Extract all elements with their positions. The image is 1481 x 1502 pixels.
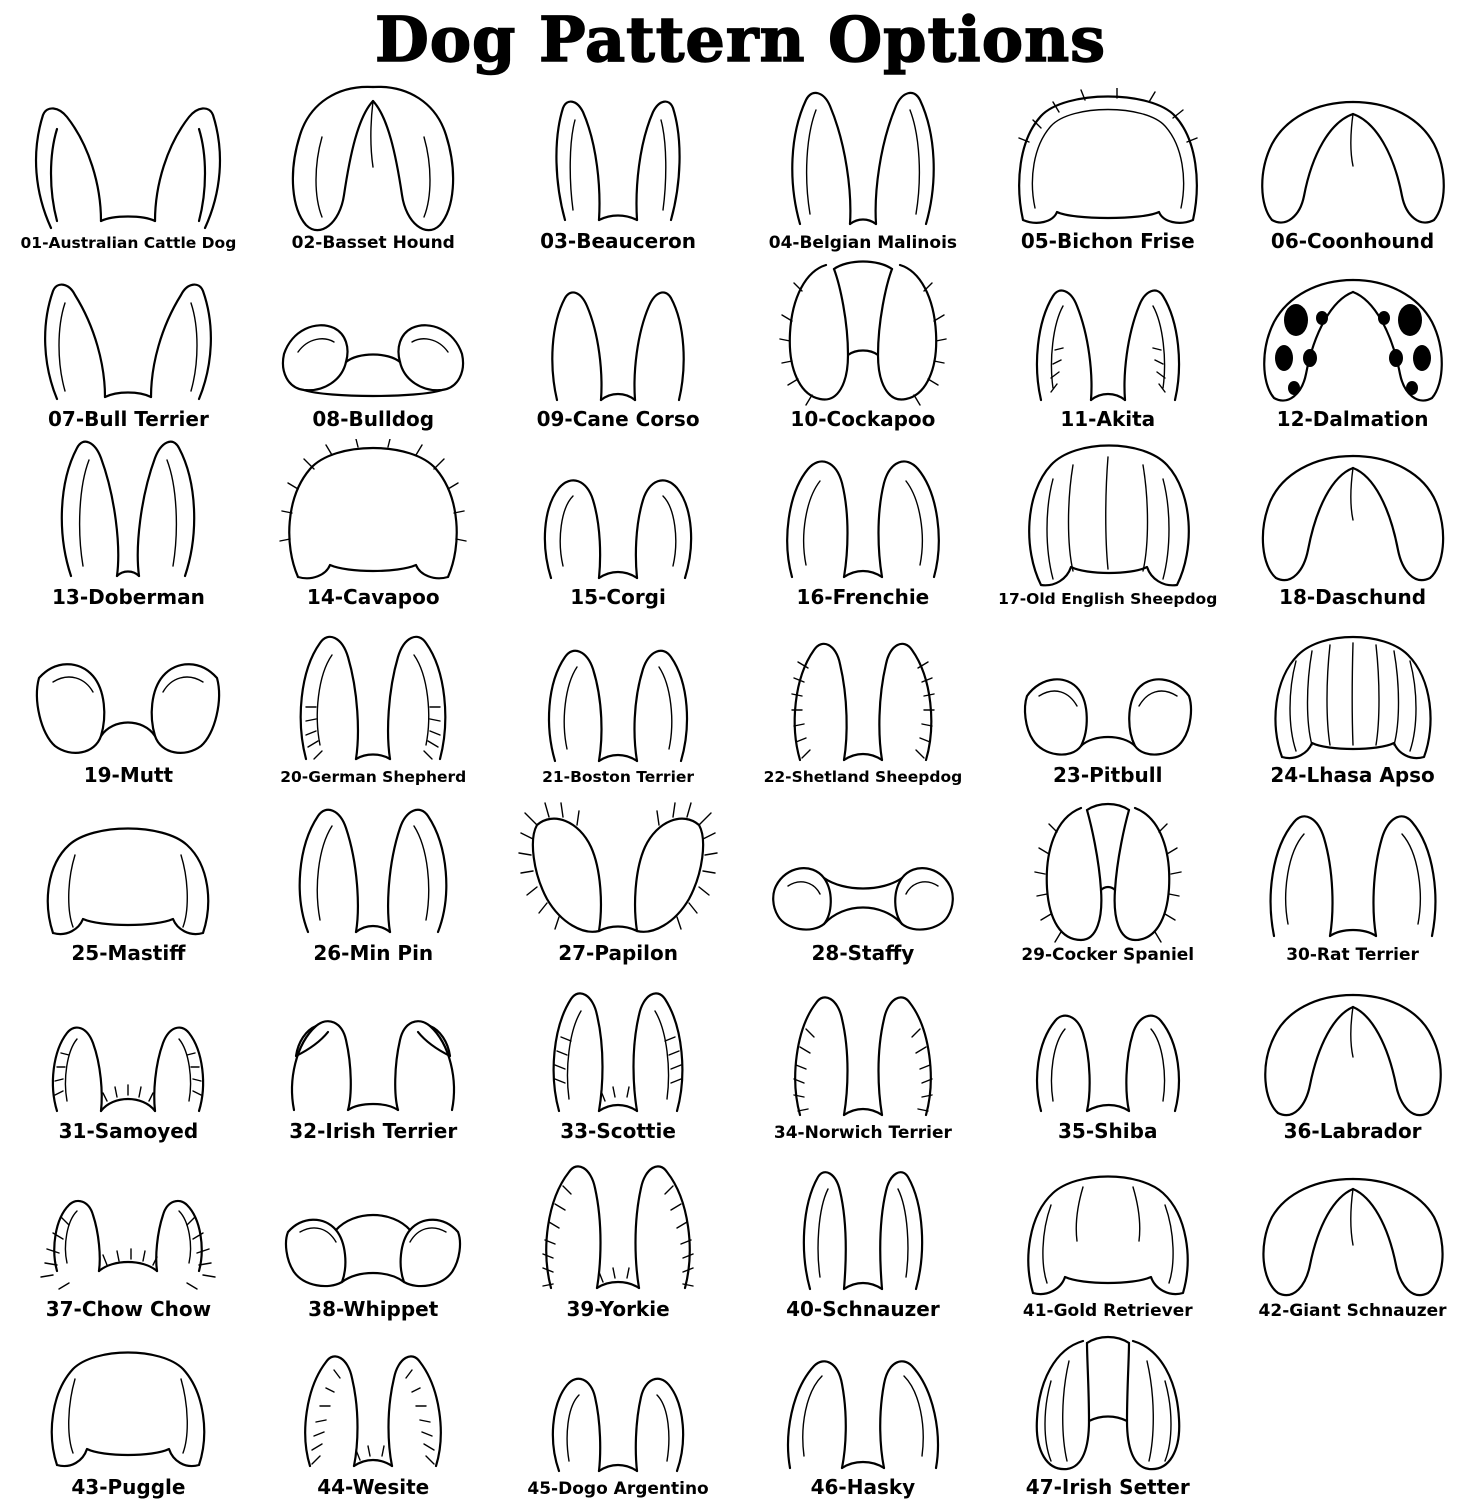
ear-illustration-boston-terrier bbox=[496, 612, 741, 769]
ear-illustration-corgi bbox=[496, 434, 741, 586]
ear-illustration-doberman bbox=[6, 434, 251, 586]
pattern-cell-38[interactable] bbox=[251, 1146, 496, 1324]
ear-illustration-cane-corso bbox=[496, 256, 741, 408]
pattern-cell-06[interactable] bbox=[1230, 78, 1475, 256]
ear-illustration-whippet bbox=[251, 1146, 496, 1298]
pattern-cell-09[interactable] bbox=[496, 256, 741, 434]
pattern-cell-15[interactable] bbox=[496, 434, 741, 612]
pattern-cell-36[interactable] bbox=[1230, 968, 1475, 1146]
ear-illustration-coonhound bbox=[1230, 78, 1475, 230]
pattern-label: 40-Schnauzer bbox=[786, 1298, 940, 1324]
pattern-cell-37[interactable] bbox=[6, 1146, 251, 1324]
pattern-cell-16[interactable] bbox=[740, 434, 985, 612]
pattern-cell-20[interactable] bbox=[251, 612, 496, 790]
pattern-label: 38-Whippet bbox=[308, 1298, 438, 1324]
ear-illustration-mastiff bbox=[6, 790, 251, 942]
ear-illustration-frenchie bbox=[740, 434, 985, 586]
pattern-cell-31[interactable] bbox=[6, 968, 251, 1146]
ear-illustration-yorkie bbox=[496, 1146, 741, 1298]
pattern-cell-12[interactable] bbox=[1230, 256, 1475, 434]
pattern-cell-46[interactable] bbox=[740, 1324, 985, 1502]
ear-illustration-schnauzer bbox=[740, 1146, 985, 1298]
pattern-label: 30-Rat Terrier bbox=[1286, 946, 1419, 969]
pattern-label: 45-Dogo Argentino bbox=[527, 1480, 708, 1502]
ear-illustration-irish-setter bbox=[985, 1324, 1230, 1476]
pattern-cell-01[interactable] bbox=[6, 78, 251, 256]
pattern-cell-39[interactable] bbox=[496, 1146, 741, 1324]
pattern-cell-26[interactable] bbox=[251, 790, 496, 968]
pattern-cell-11[interactable] bbox=[985, 256, 1230, 434]
pattern-grid bbox=[0, 74, 1481, 1502]
pattern-cell-10[interactable] bbox=[740, 256, 985, 434]
pattern-label: 01-Australian Cattle Dog bbox=[21, 235, 237, 256]
pattern-label: 11-Akita bbox=[1060, 408, 1155, 434]
pattern-cell-28[interactable] bbox=[740, 790, 985, 968]
pattern-label: 26-Min Pin bbox=[313, 942, 433, 968]
ear-illustration-old-english-sheepdog bbox=[985, 434, 1230, 591]
pattern-cell-19[interactable] bbox=[6, 612, 251, 790]
pattern-label: 22-Shetland Sheepdog bbox=[764, 769, 963, 790]
ear-illustration-dalmation bbox=[1230, 256, 1475, 408]
pattern-label: 31-Samoyed bbox=[59, 1120, 199, 1146]
ear-illustration-pitbull bbox=[985, 612, 1230, 764]
pattern-label: 02-Basset Hound bbox=[292, 234, 455, 257]
pattern-cell-43[interactable] bbox=[6, 1324, 251, 1502]
pattern-cell-35[interactable] bbox=[985, 968, 1230, 1146]
ear-illustration-norwich-terrier bbox=[740, 968, 985, 1123]
ear-illustration-cocker-spaniel bbox=[985, 790, 1230, 945]
pattern-cell-02[interactable] bbox=[251, 78, 496, 256]
ear-illustration-shetland-sheepdog bbox=[740, 612, 985, 769]
pattern-cell-23[interactable] bbox=[985, 612, 1230, 790]
ear-illustration-dogo-argentino bbox=[496, 1324, 741, 1479]
pattern-cell-44[interactable] bbox=[251, 1324, 496, 1502]
pattern-cell-45[interactable] bbox=[496, 1324, 741, 1502]
pattern-cell-04[interactable] bbox=[740, 78, 985, 256]
pattern-label: 42-Giant Schnauzer bbox=[1259, 1302, 1447, 1325]
pattern-label: 10-Cockapoo bbox=[790, 408, 935, 434]
ear-illustration-australian-cattle-dog bbox=[6, 78, 251, 235]
pattern-label: 47-Irish Setter bbox=[1026, 1476, 1190, 1502]
pattern-label: 44-Wesite bbox=[317, 1476, 429, 1502]
pattern-label: 39-Yorkie bbox=[566, 1298, 669, 1324]
pattern-label: 16-Frenchie bbox=[797, 586, 930, 612]
pattern-cell-41[interactable] bbox=[985, 1146, 1230, 1324]
pattern-label: 36-Labrador bbox=[1284, 1120, 1422, 1146]
ear-illustration-min-pin bbox=[251, 790, 496, 942]
ear-illustration-basset-hound bbox=[251, 77, 496, 234]
ear-illustration-papilon bbox=[496, 790, 741, 942]
pattern-label: 27-Papilon bbox=[558, 942, 678, 968]
ear-illustration-akita bbox=[985, 256, 1230, 408]
pattern-cell-42[interactable] bbox=[1230, 1146, 1475, 1324]
pattern-cell-17[interactable] bbox=[985, 434, 1230, 612]
pattern-cell-40[interactable] bbox=[740, 1146, 985, 1324]
pattern-label: 35-Shiba bbox=[1058, 1120, 1157, 1146]
pattern-label: 13-Doberman bbox=[52, 586, 205, 612]
pattern-cell-32[interactable] bbox=[251, 968, 496, 1146]
pattern-cell-07[interactable] bbox=[6, 256, 251, 434]
pattern-label: 18-Daschund bbox=[1279, 586, 1426, 612]
ear-illustration-puggle bbox=[6, 1324, 251, 1476]
pattern-label: 29-Cocker Spaniel bbox=[1021, 946, 1194, 969]
pattern-cell-14[interactable] bbox=[251, 434, 496, 612]
pattern-label: 37-Chow Chow bbox=[46, 1298, 211, 1324]
pattern-label: 32-Irish Terrier bbox=[289, 1120, 457, 1146]
ear-illustration-wesite bbox=[251, 1324, 496, 1476]
ear-illustration-scottie bbox=[496, 968, 741, 1120]
ear-illustration-shiba bbox=[985, 968, 1230, 1120]
pattern-cell-05[interactable] bbox=[985, 78, 1230, 256]
pattern-label: 25-Mastiff bbox=[71, 942, 185, 968]
pattern-label: 06-Coonhound bbox=[1271, 230, 1434, 256]
pattern-cell-13[interactable] bbox=[6, 434, 251, 612]
ear-illustration-rat-terrier bbox=[1230, 790, 1475, 945]
pattern-label: 14-Cavapoo bbox=[307, 586, 440, 612]
ear-illustration-belgian-malinois bbox=[740, 78, 985, 233]
pattern-label: 33-Scottie bbox=[560, 1120, 676, 1146]
ear-illustration-bull-terrier bbox=[6, 256, 251, 408]
ear-illustration-lhasa-apso bbox=[1230, 612, 1475, 764]
pattern-label: 46-Hasky bbox=[811, 1476, 916, 1502]
pattern-cell-30[interactable] bbox=[1230, 790, 1475, 968]
ear-illustration-irish-terrier bbox=[251, 968, 496, 1120]
ear-illustration-beauceron bbox=[496, 78, 741, 230]
pattern-label: 28-Staffy bbox=[811, 942, 914, 968]
ear-illustration-hasky bbox=[740, 1324, 985, 1476]
pattern-cell-03[interactable] bbox=[496, 78, 741, 256]
ear-illustration-staffy bbox=[740, 790, 985, 942]
pattern-cell-29[interactable] bbox=[985, 790, 1230, 968]
pattern-label: 15-Corgi bbox=[570, 586, 666, 612]
ear-illustration-gold-retriever bbox=[985, 1146, 1230, 1301]
pattern-cell-27[interactable] bbox=[496, 790, 741, 968]
pattern-label: 04-Belgian Malinois bbox=[769, 234, 957, 257]
pattern-label: 20-German Shepherd bbox=[280, 769, 466, 790]
pattern-label: 08-Bulldog bbox=[312, 408, 434, 434]
pattern-cell-47[interactable] bbox=[985, 1324, 1230, 1502]
pattern-label: 43-Puggle bbox=[71, 1476, 185, 1502]
ear-illustration-samoyed bbox=[6, 968, 251, 1120]
pattern-cell-empty bbox=[1230, 1324, 1475, 1502]
pattern-cell-21[interactable] bbox=[496, 612, 741, 790]
ear-illustration-bichon-frise bbox=[985, 78, 1230, 230]
pattern-cell-34[interactable] bbox=[740, 968, 985, 1146]
pattern-label: 07-Bull Terrier bbox=[48, 408, 209, 434]
ear-illustration-mutt bbox=[6, 612, 251, 764]
pattern-label: 23-Pitbull bbox=[1053, 764, 1162, 790]
pattern-label: 09-Cane Corso bbox=[537, 408, 700, 434]
pattern-label: 05-Bichon Frise bbox=[1021, 230, 1195, 256]
pattern-label: 24-Lhasa Apso bbox=[1270, 764, 1434, 790]
pattern-label: 34-Norwich Terrier bbox=[774, 1124, 952, 1147]
ear-illustration-german-shepherd bbox=[251, 612, 496, 769]
pattern-cell-25[interactable] bbox=[6, 790, 251, 968]
pattern-cell-33[interactable] bbox=[496, 968, 741, 1146]
ear-illustration-bulldog bbox=[251, 256, 496, 408]
ear-illustration-daschund bbox=[1230, 434, 1475, 586]
pattern-label: 17-Old English Sheepdog bbox=[998, 591, 1217, 612]
page-title: Dog Pattern Options bbox=[0, 0, 1481, 74]
ear-illustration-cockapoo bbox=[740, 251, 985, 408]
pattern-label: 21-Boston Terrier bbox=[542, 769, 694, 790]
ear-illustration-labrador bbox=[1230, 968, 1475, 1120]
pattern-label: 12-Dalmation bbox=[1277, 408, 1429, 434]
ear-illustration-giant-schnauzer bbox=[1230, 1146, 1475, 1301]
pattern-label: 03-Beauceron bbox=[540, 230, 696, 256]
ear-illustration-cavapoo bbox=[251, 434, 496, 586]
ear-illustration-chow-chow bbox=[6, 1146, 251, 1298]
pattern-cell-22[interactable] bbox=[740, 612, 985, 790]
pattern-cell-24[interactable] bbox=[1230, 612, 1475, 790]
pattern-label: 41-Gold Retriever bbox=[1023, 1302, 1193, 1325]
pattern-cell-08[interactable] bbox=[251, 256, 496, 434]
pattern-cell-18[interactable] bbox=[1230, 434, 1475, 612]
pattern-label: 19-Mutt bbox=[84, 764, 173, 790]
